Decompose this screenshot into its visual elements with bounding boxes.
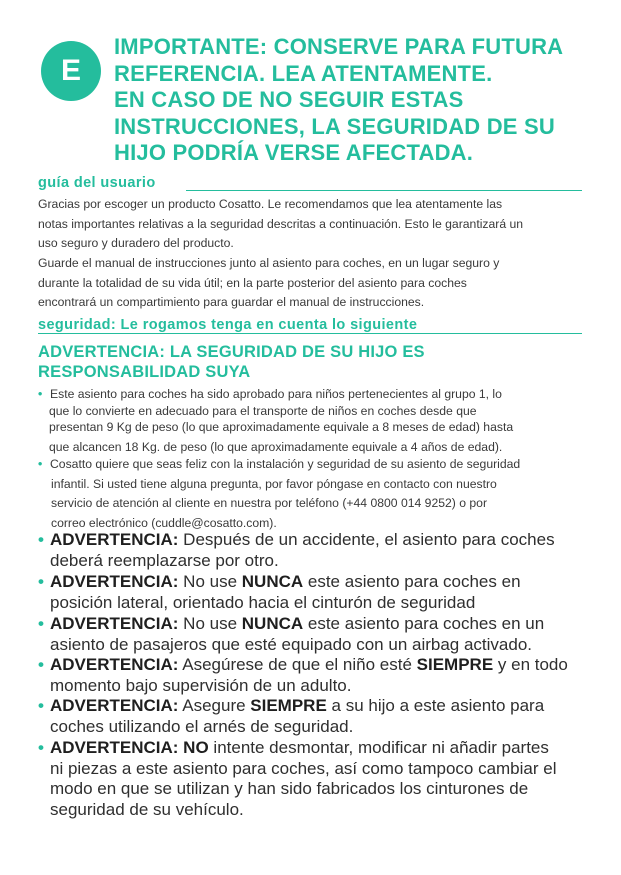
bullet-dot: • [38,457,43,471]
warning-emphasis: NUNCA [241,614,304,633]
intro-paragraph [38,195,586,254]
warning-label: ADVERTENCIA: [50,614,179,633]
warning-text: este asiento para coches en un [303,614,545,633]
section-rule [186,190,582,191]
text-line: Gracias por escoger un producto Cosatto. Le recomendamos que lea atentamente las [38,197,503,211]
section-rule [38,333,582,334]
warning-label: ADVERTENCIA: [50,738,179,757]
warning-text: posición lateral, orientado hacia el cinturón de seguridad [50,592,476,612]
warning-label: ADVERTENCIA: [50,530,179,549]
warning-text: Asegure [178,696,251,715]
bullet-dot: • [38,614,44,633]
warning-text: seguridad de su vehículo. [50,799,244,819]
warning-text: a su hijo a este asiento para [326,696,545,715]
warning-airbag [38,614,608,655]
warning-text: Después de un accidente, el asiento para coches [178,530,555,549]
user-guide-title: guía del usuario [38,175,156,191]
text-line: servicio de atención al cliente en nuestra por teléfono (+44 0800 014 9252) o por [51,496,488,510]
storage-paragraph [38,254,586,313]
warning-modify [38,738,608,820]
warning-label: ADVERTENCIA: [50,655,179,674]
warning-text: No use [178,572,242,591]
warning-accident [38,530,608,571]
warning-text: deberá reemplazarse por otro. [50,550,279,570]
warning-text: coches utilizando el arnés de seguridad. [50,716,354,736]
text-line: Cosatto quiere que seas feliz con la instalación y seguridad de su asiento de seguridad [50,457,521,471]
warning-emphasis: NUNCA [241,572,304,591]
warning-text: Asegúrese de que el niño esté [178,655,417,674]
bullet-dot: • [38,530,44,549]
important-headline [114,34,594,167]
heading-line: RESPONSABILIDAD SUYA [38,363,251,381]
warning-harness [38,696,608,737]
warning-text: modo en que se utilizan y han sido fabricados los cinturones de [50,779,529,799]
warning-text: este asiento para coches en [303,572,521,591]
text-line: Este asiento para coches ha sido aprobado para niños pertenecientes al grupo 1, lo [50,387,502,401]
text-line: correo electrónico (cuddle@cosatto.com). [51,515,277,530]
headline-line: EN CASO DE NO SEGUIR ESTAS [114,87,464,112]
text-line: uso seguro y duradero del producto. [38,236,234,250]
text-line: Guarde el manual de instrucciones junto al asiento para coches, en un lugar seguro y [38,256,500,270]
responsibility-heading [38,342,425,382]
warning-emphasis: NO [178,738,209,757]
text-line: infantil. Si usted tiene alguna pregunta, por favor póngase en contacto con nuestro [51,476,497,491]
warning-emphasis: SIEMPRE [250,696,327,715]
heading-line: ADVERTENCIA: LA SEGURIDAD DE SU HIJO ES [38,343,425,361]
safety-title: seguridad: Le rogamos tenga en cuenta lo siguiente [38,317,418,333]
text-line: encontrará un compartimiento para guardar el manual de instrucciones. [38,295,425,309]
language-badge [41,41,101,101]
bullet-dot: • [38,655,44,674]
warning-text: intente desmontar, modificar ni añadir partes [208,738,549,757]
warning-label: ADVERTENCIA: [50,572,179,591]
bullet-dot: • [38,387,43,401]
warning-text: No use [178,614,242,633]
warning-text: ni piezas a este asiento para coches, así como tampoco cambiar el [50,758,557,778]
headline-line: INSTRUCCIONES, LA SEGURIDAD DE SU [114,113,555,139]
text-line: presentan 9 Kg de peso (lo que aproximadamente equivale a 8 meses de edad) hasta [49,420,514,434]
bullet-dot: • [38,696,44,715]
customer-service-bullet [38,455,598,533]
warning-lateral [38,572,608,613]
text-line: durante la totalidad de su vida útil; en la parte posterior del asiento para coches [38,275,467,290]
text-line: notas importantes relativas a la seguridad descritas a continuación. Esto le garantizará un [38,216,524,231]
bullet-dot: • [38,572,44,591]
text-line: que lo convierte en adecuado para el transporte de niños en coches desde que [49,403,477,418]
warning-text: y en todo [493,655,568,674]
language-letter: E [60,54,81,87]
warning-text: asiento de pasajeros que esté equipado con un airbag activado. [50,634,533,654]
bullet-dot: • [38,738,44,757]
headline-line: HIJO PODRÍA VERSE AFECTADA. [114,140,474,165]
warning-supervision [38,655,608,696]
group-approval-bullet [38,386,598,455]
warning-text: momento bajo supervisión de un adulto. [50,675,352,695]
text-line: que alcancen 18 Kg. de peso (lo que aproximadamente equivale a 4 años de edad). [49,439,503,454]
warning-emphasis: SIEMPRE [416,655,494,674]
warning-label: ADVERTENCIA: [50,696,179,715]
headline-line: REFERENCIA. LEA ATENTAMENTE. [114,60,493,86]
headline-line: IMPORTANTE: CONSERVE PARA FUTURA [114,34,564,59]
